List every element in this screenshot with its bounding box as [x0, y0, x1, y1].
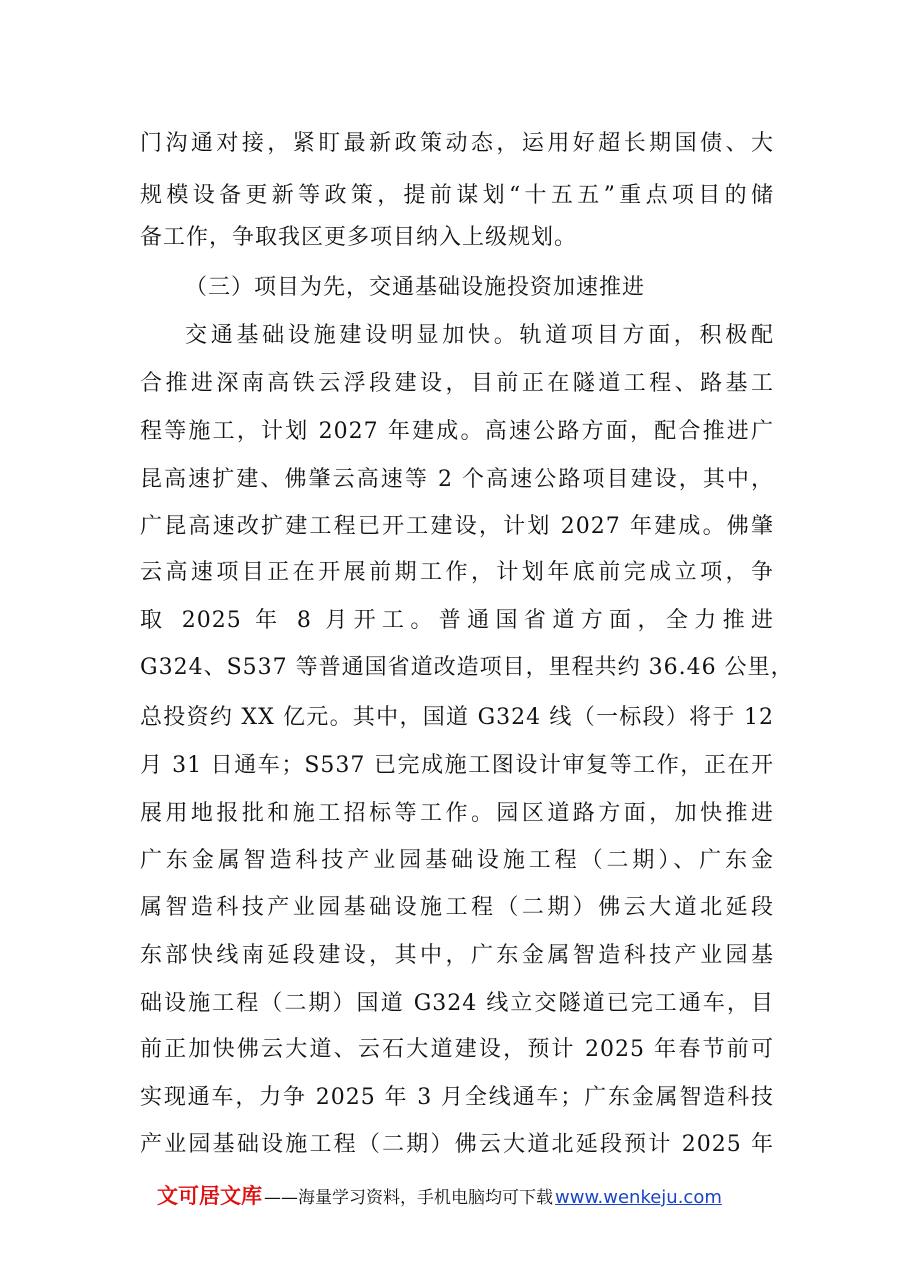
- body-text-line: 础设施工程（二期）国道 G324 线立交隧道已完工通车，目: [140, 991, 774, 1016]
- body-text-line: 产业园基础设施工程（二期）佛云大道北延段预计 2025 年: [140, 1132, 774, 1157]
- footer-brand: 文可居文库: [157, 1184, 262, 1208]
- body-text-line: 备工作，争取我区更多项目纳入上级规划。: [140, 225, 578, 250]
- footer-dash: ——: [264, 1188, 298, 1208]
- body-text-line: 广东金属智造科技产业园基础设施工程（二期）、广东金: [140, 848, 774, 873]
- body-text-line: 合推进深南高铁云浮段建设，目前正在隧道工程、路基工: [140, 371, 774, 396]
- body-text-line: 前正加快佛云大道、云石大道建设，预计 2025 年春节前可: [140, 1037, 774, 1062]
- body-text-line: 昆高速扩建、佛肇云高速等 2 个高速公路项目建设，其中，: [140, 467, 774, 492]
- section-heading: （三）项目为先，交通基础设施投资加速推进: [185, 275, 646, 300]
- body-text-line: G324、S537 等普通国省道改造项目，里程共约 36.46 公里，: [140, 655, 794, 680]
- body-text-line: 程等施工，计划 2027 年建成。高速公路方面，配合推进广: [140, 419, 774, 444]
- body-text-line: 属智造科技产业园基础设施工程（二期）佛云大道北延段: [140, 895, 774, 920]
- footer-link[interactable]: www.wenkeju.com: [555, 1187, 722, 1208]
- body-text-line: 东部快线南延段建设，其中，广东金属智造科技产业园基: [140, 943, 774, 968]
- footer-watermark: [157, 1180, 722, 1214]
- body-text-line: 总投资约 XX 亿元。其中，国道 G324 线（一标段）将于 12: [140, 705, 774, 730]
- body-text-line: 交通基础设施建设明显加快。轨道项目方面，积极配: [185, 323, 774, 348]
- body-text-line: 实现通车，力争 2025 年 3 月全线通车；广东金属智造科技: [140, 1085, 774, 1110]
- body-text-line: 取 2025 年 8 月开工。普通国省道方面，全力推进: [140, 608, 774, 633]
- footer-slogan: 海量学习资料，手机电脑均可下载: [298, 1188, 553, 1208]
- body-text-line: 门沟通对接，紧盯最新政策动态，运用好超长期国债、大: [140, 131, 774, 156]
- body-text-line: 广昆高速改扩建工程已开工建设，计划 2027 年建成。佛肇: [140, 514, 774, 539]
- body-text-line: 云高速项目正在开展前期工作，计划年底前完成立项，争: [140, 560, 774, 585]
- body-text-line: 月 31 日通车；S537 已完成施工图设计审复等工作，正在开: [140, 753, 774, 778]
- body-text-line: 规模设备更新等政策，提前谋划“十五五”重点项目的储: [140, 183, 774, 208]
- body-text-line: 展用地报批和施工招标等工作。园区道路方面，加快推进: [140, 801, 774, 826]
